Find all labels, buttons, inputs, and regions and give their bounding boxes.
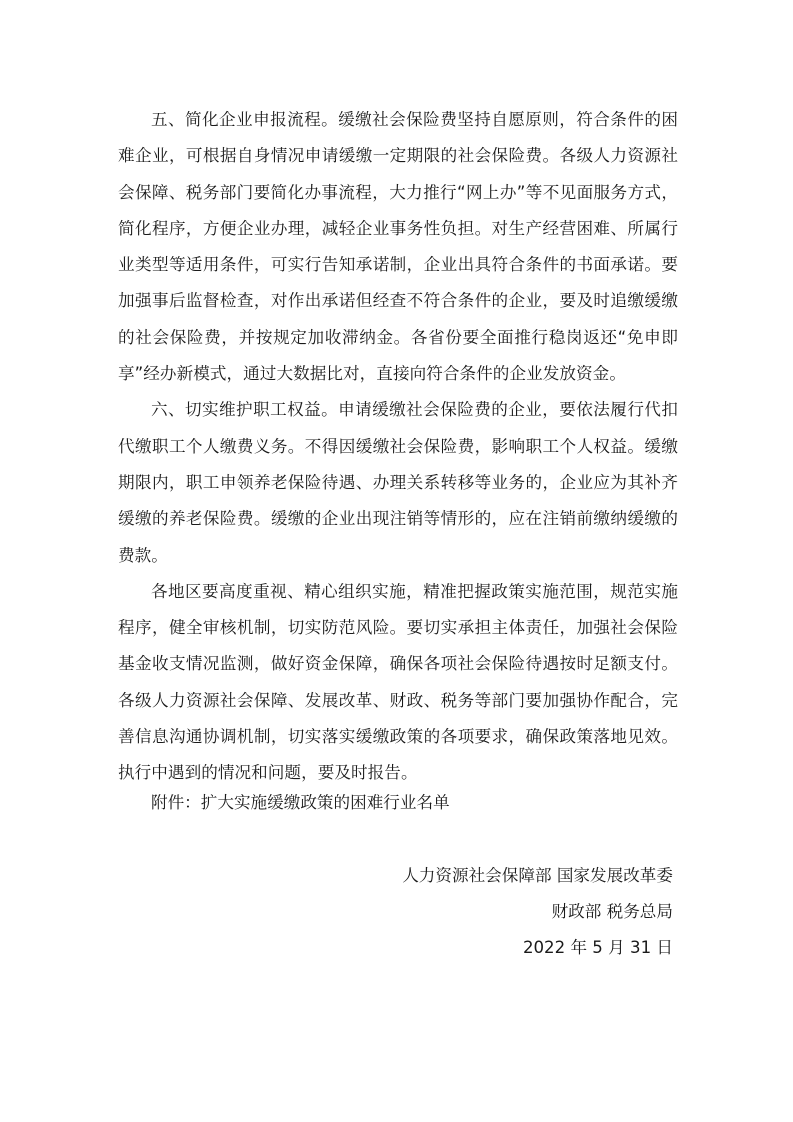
document-body <box>118 102 678 792</box>
paragraph-implementation-requirements: 各地区要高度重视、精心组织实施，精准把握政策实施范围，规范实施程序，健全审核机制，切实防范风险。要切实承担主体责任，加强社会保险基金收支情况监测，做好资金保障，确保各项社会保险待遇按时足额支付。各级人力资源社会保障、发展改革、财政、税务等部门要加强协作配合，完善信息沟通协调机制，切实落实缓缴政策的各项要求，确保政策落地见效。执行中遇到的情况和问题，要及时报告。 <box>118 581 678 783</box>
issuing-departments-line-2: 财政部 税务总局 <box>551 902 673 921</box>
attachment-note: 附件：扩大实施缓缴政策的困难行业名单 <box>151 793 450 812</box>
paragraph-protect-employee-rights: 六、切实维护职工权益。申请缓缴社会保险费的企业，要依法履行代扣代缴职工个人缴费义务。不得因缓缴社会保险费，影响职工个人权益。缓缴期限内，职工申领养老保险待遇、办理关系转移等业务的，企业应为其补齐缓缴的养老保险费。缓缴的企业出现注销等情形的，应在注销前缴纳缓缴的费款。 <box>118 400 678 565</box>
issue-date: 2022 年 5 月 31 日 <box>522 938 673 957</box>
issuing-departments-line-1: 人力资源社会保障部 国家发展改革委 <box>402 866 673 885</box>
paragraph-simplify-application: 五、简化企业申报流程。缓缴社会保险费坚持自愿原则，符合条件的困难企业，可根据自身情况申请缓缴一定期限的社会保险费。各级人力资源社会保障、税务部门要简化办事流程，大力推行“网上办”等不见面服务方式，简化程序，方便企业办理，减轻企业事务性负担。对生产经营困难、所属行业类型等适用条件，可实行告知承诺制，企业出具符合条件的书面承诺。要加强事后监督检查，对作出承诺但经查不符合条件的企业，要及时追缴缓缴的社会保险费，并按规定加收滞纳金。各省份要全面推行稳岗返还“免申即享”经办新模式，通过大数据比对，直接向符合条件的企业发放资金。 <box>118 110 678 384</box>
